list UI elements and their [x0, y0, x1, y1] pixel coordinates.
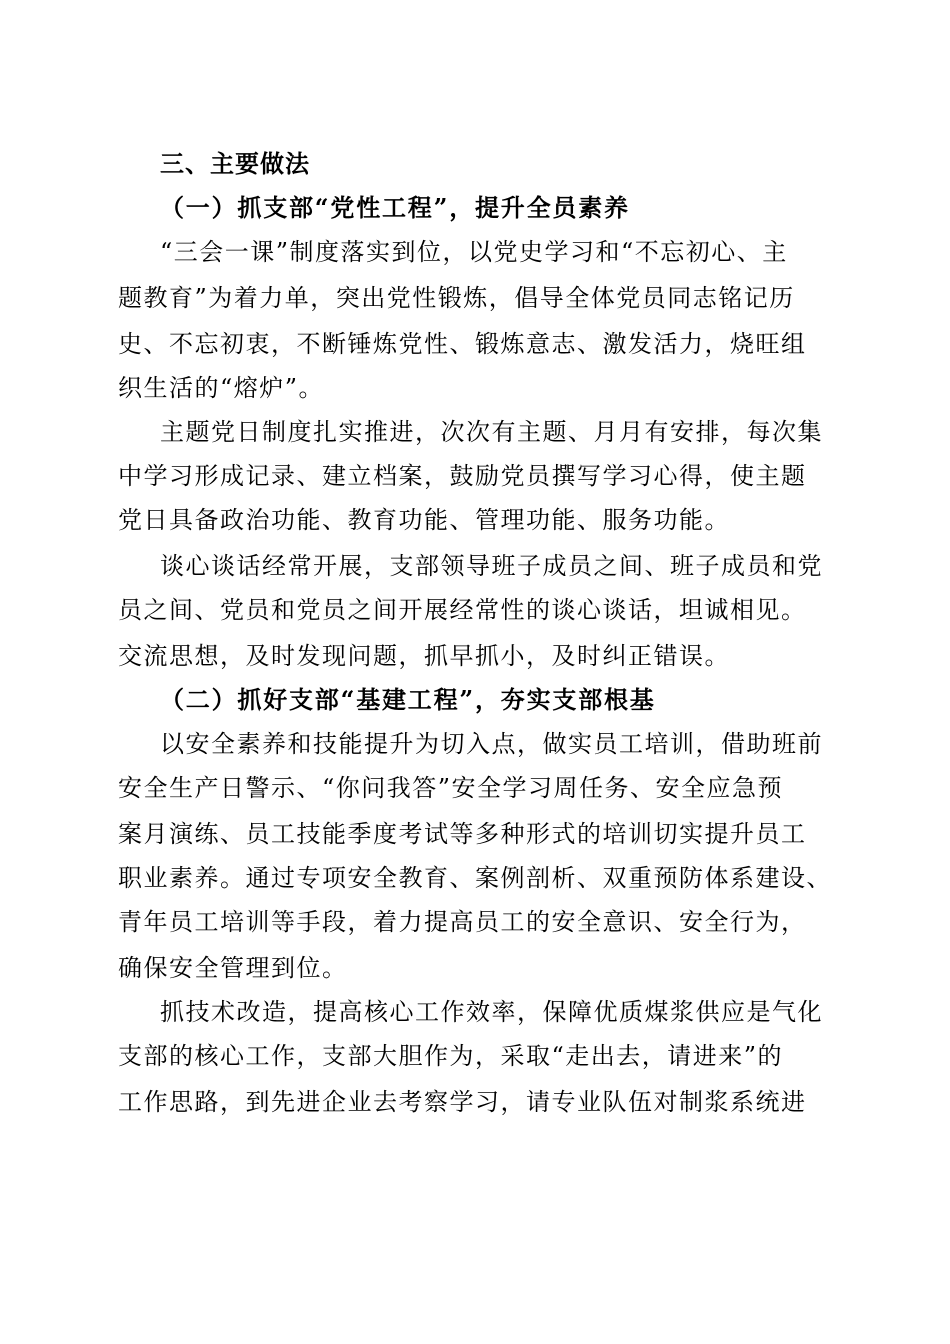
- paragraph-line: 支部的核心工作，支部大胆作为，采取“走出去，请进来”的: [118, 1042, 784, 1070]
- paragraph-line: 员之间、党员和党员之间开展经常性的谈心谈话，坦诚相见。: [118, 596, 807, 624]
- paragraph-line: 以安全素养和技能提升为切入点，做实员工培训，借助班前: [160, 730, 823, 758]
- paragraph-line: 确保安全管理到位。: [118, 954, 348, 982]
- paragraph-line: 抓技术改造，提高核心工作效率，保障优质煤浆供应是气化: [160, 998, 823, 1026]
- paragraph-line: 安全生产日警示、“你问我答”安全学习周任务、安全应急预: [118, 774, 784, 802]
- paragraph-line: 交流思想，及时发现问题，抓早抓小，及时纠正错误。: [118, 642, 730, 670]
- section-heading: 三、主要做法: [160, 150, 310, 178]
- subheading-party-spirit: （一）抓支部“党性工程”，提升全员素养: [160, 193, 630, 222]
- paragraph-line: 中学习形成记录、建立档案，鼓励党员撰写学习心得，使主题: [118, 462, 807, 490]
- paragraph-line: 谈心谈话经常开展，支部领导班子成员之间、班子成员和党: [160, 552, 823, 580]
- paragraph-line: 案月演练、员工技能季度考试等多种形式的培训切实提升员工: [118, 820, 807, 848]
- paragraph-line: 青年员工培训等手段，着力提高员工的安全意识、安全行为，: [118, 908, 807, 936]
- paragraph-line: 史、不忘初衷，不断锤炼党性、锻炼意志、激发活力，烧旺组: [118, 330, 807, 358]
- paragraph-line: 织生活的“熔炉”。: [118, 374, 325, 402]
- paragraph-line: “三会一课”制度落实到位，以党史学习和“不忘初心、主: [160, 238, 788, 266]
- paragraph-line: 主题党日制度扎实推进，次次有主题、月月有安排，每次集: [160, 418, 823, 446]
- paragraph-line: 题教育”为着力单，突出党性锻炼，倡导全体党员同志铭记历: [118, 284, 795, 312]
- paragraph-line: 职业素养。通过专项安全教育、案例剖析、双重预防体系建设、: [118, 864, 832, 892]
- subheading-infrastructure: （二）抓好支部“基建工程”，夯实支部根基: [160, 685, 656, 714]
- paragraph-line: 工作思路，到先进企业去考察学习，请专业队伍对制浆系统进: [118, 1088, 807, 1116]
- paragraph-line: 党日具备政治功能、教育功能、管理功能、服务功能。: [118, 506, 730, 534]
